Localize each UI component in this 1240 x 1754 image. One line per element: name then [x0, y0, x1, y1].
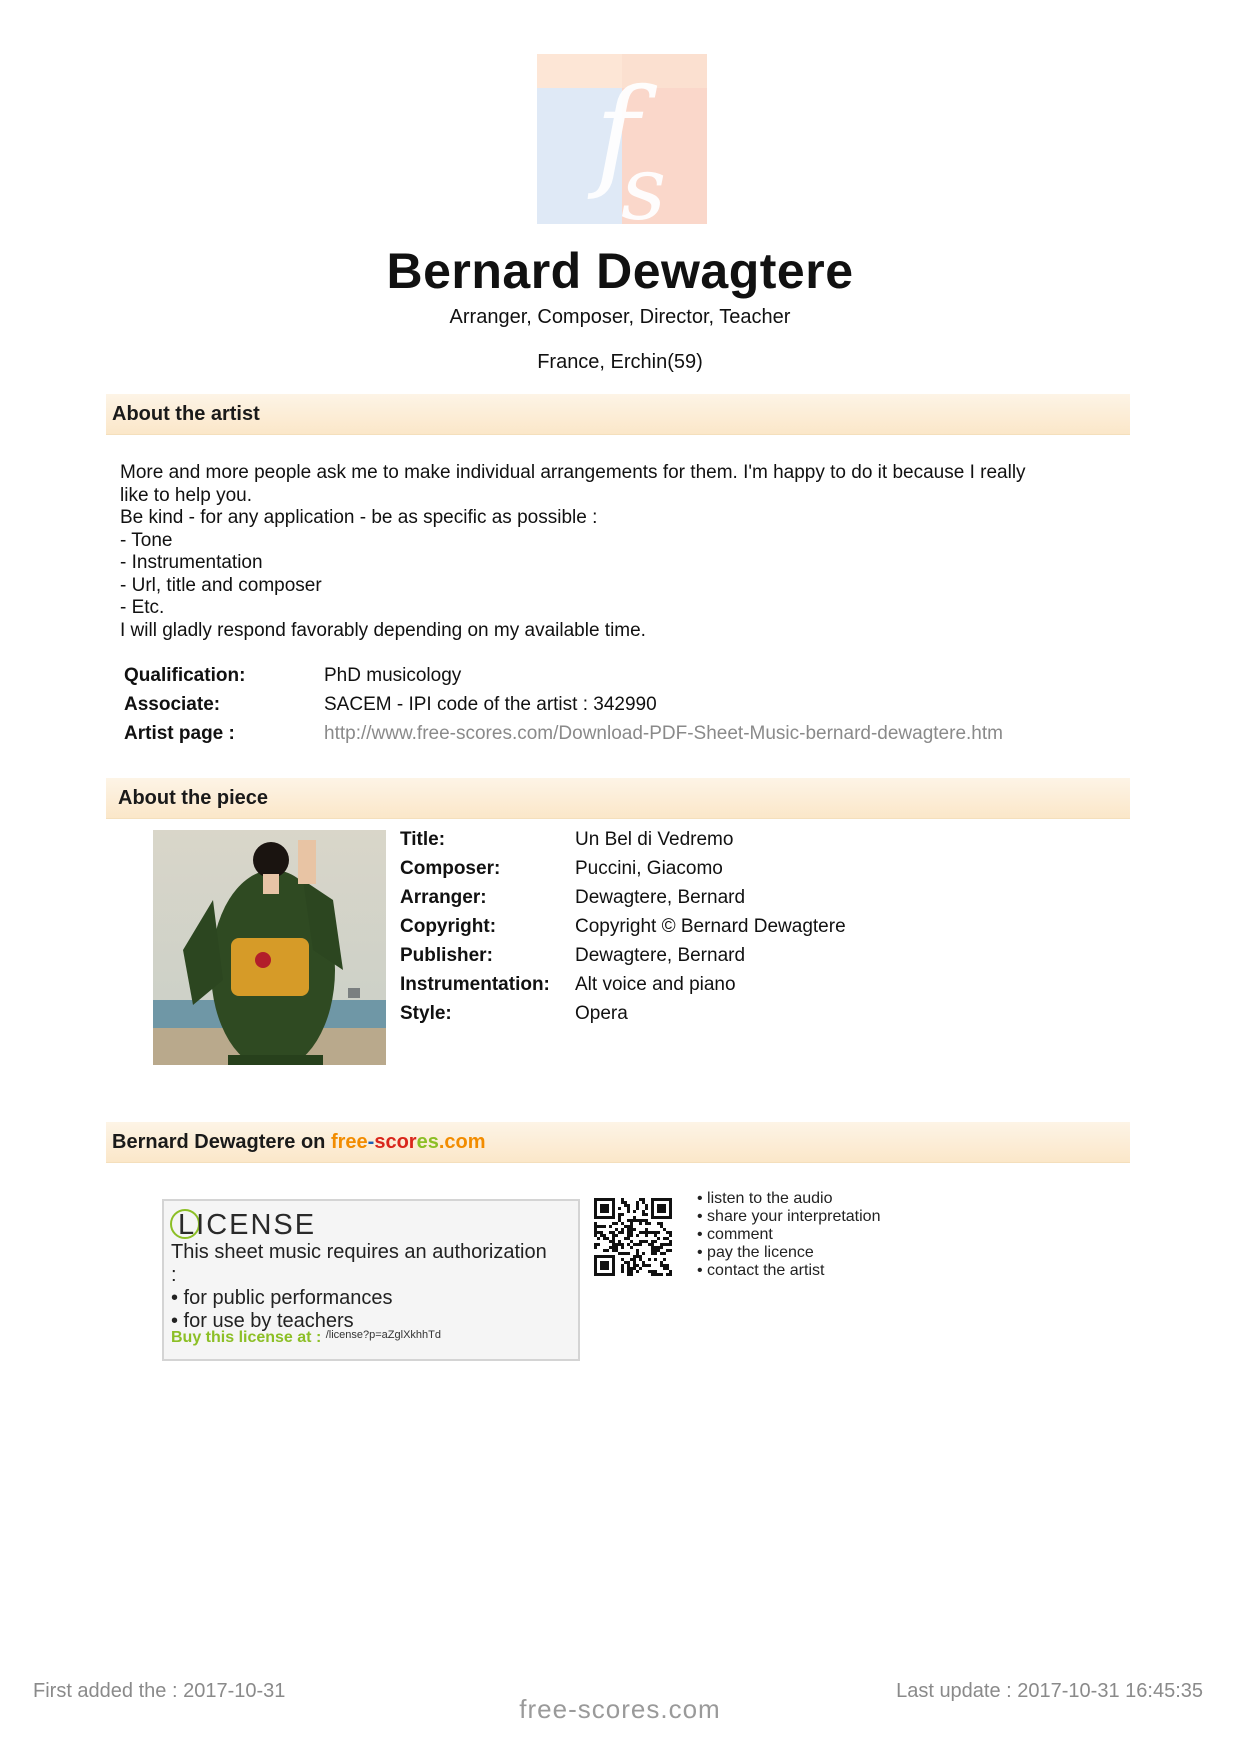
bio-line: I will gladly respond favorably depending on my available time. — [120, 619, 646, 641]
license-line: • for use by teachers — [171, 1310, 354, 1332]
about-artist-bar — [106, 394, 1130, 435]
piece-value: Puccini, Giacomo — [575, 858, 723, 879]
artist-bio — [120, 462, 1120, 642]
bio-line: Be kind - for any application - be as specific as possible : — [120, 507, 598, 528]
license-line: • for public performances — [171, 1287, 393, 1309]
bio-line: - Etc. — [120, 597, 165, 618]
buy-license-label: Buy this license at : — [171, 1329, 322, 1346]
piece-label: Copyright: — [400, 916, 497, 937]
piece-value: Opera — [575, 1003, 628, 1024]
about-artist-heading: About the artist — [112, 403, 260, 425]
piece-value: Alt voice and piano — [575, 974, 736, 995]
license-title — [178, 1209, 316, 1241]
piece-value: Un Bel di Vedremo — [575, 829, 734, 850]
on-site-prefix: Bernard Dewagtere on — [112, 1131, 326, 1153]
feature-item: • listen to the audio — [697, 1190, 833, 1207]
free-scores-logo — [537, 54, 707, 224]
on-site-bar — [106, 1122, 1130, 1163]
brand-part: - — [367, 1131, 375, 1153]
footer-brand-part: es — [630, 1694, 661, 1724]
license-buy — [171, 1329, 441, 1347]
brand-part: scor — [374, 1131, 417, 1153]
bio-line: - Tone — [120, 529, 173, 551]
first-added: First added the : 2017-10-31 — [33, 1680, 286, 1702]
piece-label: Instrumentation: — [400, 974, 550, 995]
license-line: This sheet music requires an authorization — [171, 1241, 547, 1263]
detail-value: PhD musicology — [324, 665, 462, 686]
piece-label: Style: — [400, 1003, 452, 1024]
license-title-rest: ICENSE — [196, 1209, 317, 1241]
footer-brand-part: .com — [660, 1694, 721, 1724]
artist-roles: Arranger, Composer, Director, Teacher — [449, 306, 791, 328]
site-brand-link[interactable] — [331, 1131, 486, 1153]
about-piece-heading: About the piece — [118, 787, 269, 809]
bio-line: like to help you. — [120, 484, 253, 506]
license-line: : — [171, 1264, 177, 1286]
piece-value: Dewagtere, Bernard — [575, 945, 746, 966]
brand-part: .com — [438, 1131, 486, 1153]
about-piece-bar — [106, 778, 1130, 819]
license-text — [171, 1241, 571, 1333]
svg-text:f: f — [595, 64, 640, 203]
license-box — [162, 1199, 580, 1361]
artist-location: France, Erchin(59) — [537, 351, 703, 373]
feature-item: • pay the licence — [697, 1244, 814, 1261]
feature-item: • share your interpretation — [697, 1208, 881, 1225]
footer-brand-part: - — [568, 1694, 578, 1724]
feature-item: • contact the artist — [697, 1262, 825, 1279]
qr-code-icon[interactable] — [594, 1198, 672, 1276]
bio-line: - Url, title and composer — [120, 574, 322, 596]
features-list — [697, 1190, 880, 1280]
artist-name: Bernard Dewagtere — [386, 243, 854, 299]
piece-label: Arranger: — [400, 887, 487, 908]
last-update: Last update : 2017-10-31 16:45:35 — [896, 1680, 1203, 1702]
footer-brand-part: free — [519, 1694, 569, 1724]
feature-item: • comment — [697, 1226, 773, 1243]
piece-value: Copyright © Bernard Dewagtere — [575, 916, 846, 937]
piece-artwork — [153, 830, 386, 1065]
piece-value: Dewagtere, Bernard — [575, 887, 746, 908]
detail-label: Associate: — [124, 694, 221, 715]
detail-label: Artist page : — [124, 723, 235, 744]
on-site-heading — [112, 1131, 486, 1154]
svg-text:s: s — [621, 137, 667, 224]
piece-label: Publisher: — [400, 945, 493, 966]
detail-value: SACEM - IPI code of the artist : 342990 — [324, 694, 657, 715]
brand-part: free — [330, 1131, 368, 1153]
buy-license-link[interactable]: /license?p=aZglXkhhTd — [325, 1329, 441, 1341]
license-title-initial: L — [178, 1209, 197, 1241]
bio-line: - Instrumentation — [120, 552, 263, 573]
bio-line: More and more people ask me to make individual arrangements for them. I'm happy to do it because I really — [120, 462, 1026, 483]
brand-part: es — [416, 1131, 439, 1153]
artist-page-link[interactable]: http://www.free-scores.com/Download-PDF-Sheet-Music-bernard-dewagtere.htm — [324, 723, 1003, 744]
detail-label: Qualification: — [124, 665, 246, 686]
footer-brand-part: scor — [577, 1694, 631, 1724]
piece-label: Composer: — [400, 858, 501, 879]
piece-label: Title: — [400, 829, 446, 850]
